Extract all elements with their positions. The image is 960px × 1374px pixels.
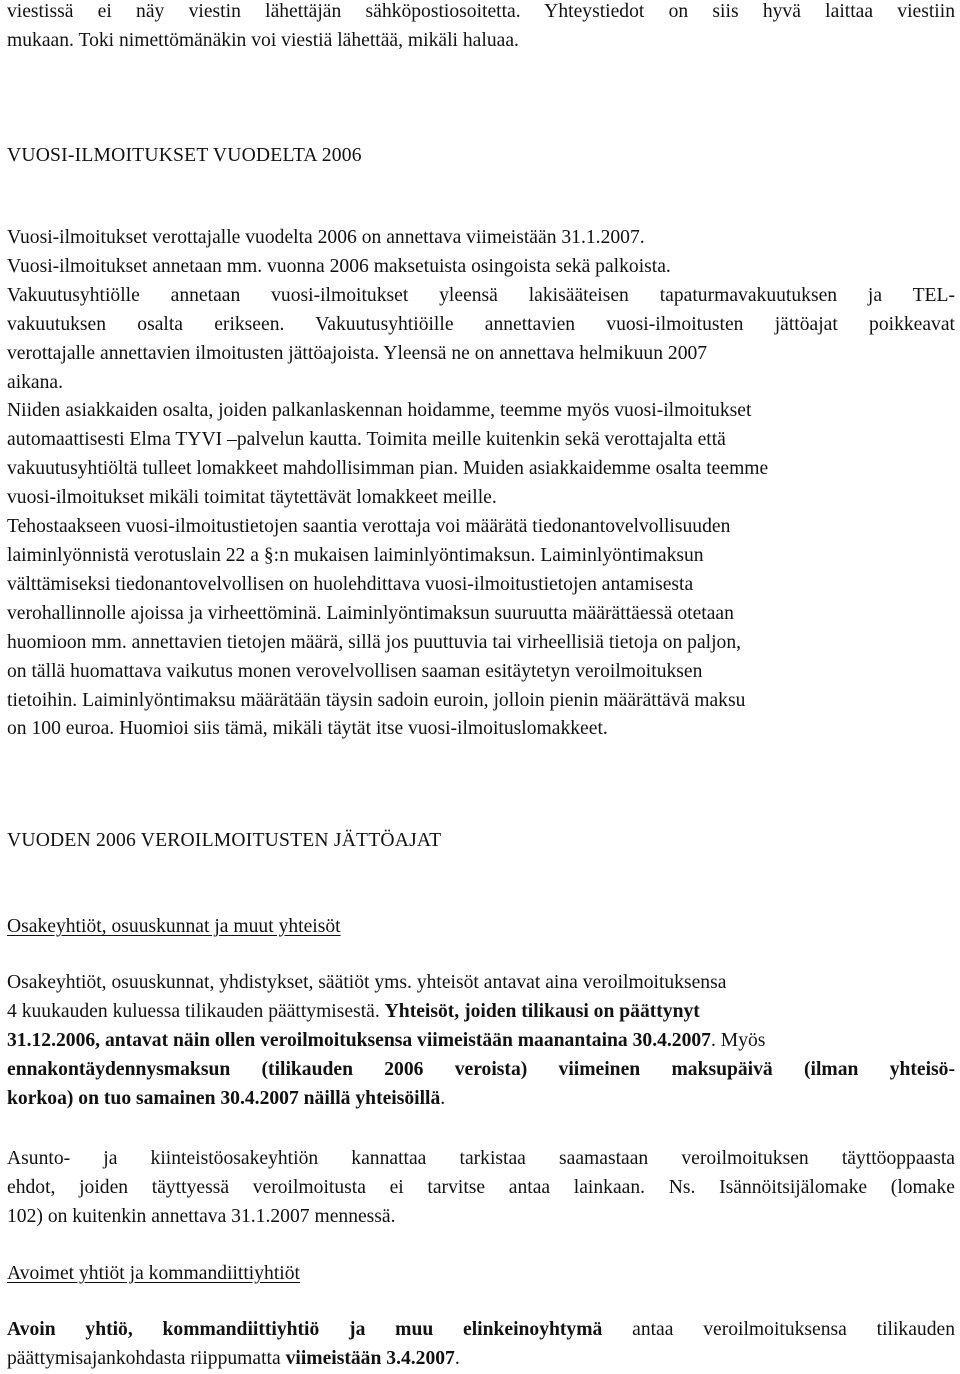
- text-run: 4 kuukauden kuluessa tilikauden päättymisestä.: [7, 1000, 385, 1022]
- intro-line: viestissä ei näy viestin lähettäjän sähköpostiosoitetta. Yhteystiedot on siis hyvä laittaa viestiin: [7, 1, 955, 22]
- body-line: tietoihin. Laiminlyöntimaksu määrätään täysin sadoin euroin, jolloin pienin määrättävä maksu: [7, 689, 746, 711]
- annual-reports-body: [7, 224, 955, 744]
- bold-run: Avoin yhtiö, kommandiittiyhtiö ja muu elinkeinoyhtymä: [7, 1319, 603, 1340]
- paragraph-line: [7, 1085, 955, 1114]
- body-line: Tehostaakseen vuosi-ilmoitustietojen saantia verottaja voi määrätä tiedonantovelvollisuuden: [7, 516, 731, 538]
- partnerships-paragraph: [7, 1316, 955, 1374]
- bold-run: korkoa) on tuo samainen 30.4.2007 näillä yhteisöillä: [7, 1087, 441, 1109]
- bold-run: viimeistään 3.4.2007: [285, 1347, 455, 1369]
- paragraph-line: [7, 1345, 955, 1374]
- paragraph-line: [7, 1316, 955, 1345]
- bold-run: 31.12.2006, antavat näin ollen veroilmoituksensa viimeistään maanantaina 30.4.2007: [7, 1029, 711, 1051]
- body-line: välttämiseksi tiedonantovelvollisen on huolehdittava vuosi-ilmoitustietojen antamisesta: [7, 573, 694, 595]
- text-run: antaa veroilmoituksensa tilikauden: [602, 1319, 955, 1340]
- text-run: .: [454, 1347, 460, 1369]
- text-run: .: [440, 1087, 446, 1109]
- body-line: vakuutuksen osalta erikseen. Vakuutusyhtiöille annettavien vuosi-ilmoitusten jättöajat poikkeavat: [7, 313, 955, 335]
- paragraph-line: Asunto- ja kiinteistöosakeyhtiön kannattaa tarkistaa saamastaan veroilmoituksen täyttöoppaasta: [7, 1148, 955, 1169]
- body-line: Vakuutusyhtiölle annetaan vuosi-ilmoitukset yleensä lakisääteisen tapaturmavakuutuksen ja TEL-: [7, 284, 955, 306]
- section-heading-tax-deadlines: VUODEN 2006 VEROILMOITUSTEN JÄTTÖAJAT: [7, 830, 442, 851]
- paragraph-line: Osakeyhtiöt, osuuskunnat, yhdistykset, säätiöt yms. yhteisöt antavat aina veroilmoituksensa: [7, 972, 727, 993]
- body-line: vakuutusyhtiöltä tulleet lomakkeet mahdollisimman pian. Muiden asiakkaidemme osalta teemme: [7, 458, 769, 480]
- section-heading-annual-reports: VUOSI-ILMOITUKSET VUODELTA 2006: [7, 145, 362, 166]
- paragraph-line: 102) on kuitenkin annettava 31.1.2007 mennessä.: [7, 1205, 396, 1227]
- paragraph-line: ehdot, joiden täyttyessä veroilmoitusta ei tarvitse antaa lainkaan. Ns. Isännöitsijälomake (lomake: [7, 1176, 955, 1198]
- subheading-partnerships: [7, 1260, 955, 1289]
- subheading-companies: [7, 913, 955, 942]
- paragraph-line: [7, 1027, 955, 1056]
- body-line: verottajalle annettavien ilmoitusten jättöajoista. Yleensä ne on annettava helmikuun 2007: [7, 342, 708, 364]
- body-line: automaattisesti Elma TYVI –palvelun kautta. Toimita meille kuitenkin sekä verottajalta että: [7, 429, 726, 451]
- body-line: huomioon mm. annettavien tietojen määrä, sillä jos puuttuvia tai virheellisiä tietoja on paljon,: [7, 631, 742, 653]
- body-line: on 100 euroa. Huomioi siis tämä, mikäli täytät itse vuosi-ilmoituslomakkeet.: [7, 718, 608, 740]
- intro-line: mukaan. Toki nimettömänäkin voi viestiä lähettää, mikäli haluaa.: [7, 29, 519, 51]
- body-line: on tällä huomattava vaikutus monen verovelvollisen saaman esitäytetyn veroilmoituksen: [7, 660, 703, 682]
- companies-paragraph: [7, 969, 955, 1114]
- body-line: Vuosi-ilmoitukset annetaan mm. vuonna 2006 maksetuista osingoista sekä palkoista.: [7, 255, 671, 277]
- body-line: vuosi-ilmoitukset mikäli toimitat täytettävät lomakkeet meille.: [7, 487, 497, 509]
- text-run: päättymisajankohdasta riippumatta: [7, 1347, 286, 1369]
- body-line: laiminlyönnistä verotuslain 22 a §:n mukaisen laiminlyöntimaksun. Laiminlyöntimaksun: [7, 544, 704, 566]
- housing-companies-paragraph: [7, 1145, 955, 1232]
- bold-run: ennakontäydennysmaksun (tilikauden 2006 veroista) viimeinen maksupäivä (ilman yhteisö-: [7, 1058, 955, 1080]
- paragraph-line: [7, 998, 955, 1027]
- subheading-partnerships-label: Avoimet yhtiöt ja kommandiittiyhtiöt: [7, 1263, 300, 1284]
- intro-paragraph: [7, 0, 955, 56]
- subheading-companies-label: Osakeyhtiöt, osuuskunnat ja muut yhteisöt: [7, 916, 341, 937]
- body-line: aikana.: [7, 371, 64, 393]
- paragraph-line: [7, 1056, 955, 1085]
- text-run: . Myös: [710, 1029, 766, 1051]
- body-line: Vuosi-ilmoitukset verottajalle vuodelta 2006 on annettava viimeistään 31.1.2007.: [7, 227, 645, 248]
- body-line: verohallinnolle ajoissa ja virheettöminä. Laiminlyöntimaksun suuruutta määrättäessä otetaan: [7, 602, 734, 624]
- body-line: Niiden asiakkaiden osalta, joiden palkanlaskennan hoidamme, teemme myös vuosi-ilmoitukset: [7, 400, 752, 422]
- bold-run: Yhteisöt, joiden tilikausi on päättynyt: [384, 1000, 700, 1022]
